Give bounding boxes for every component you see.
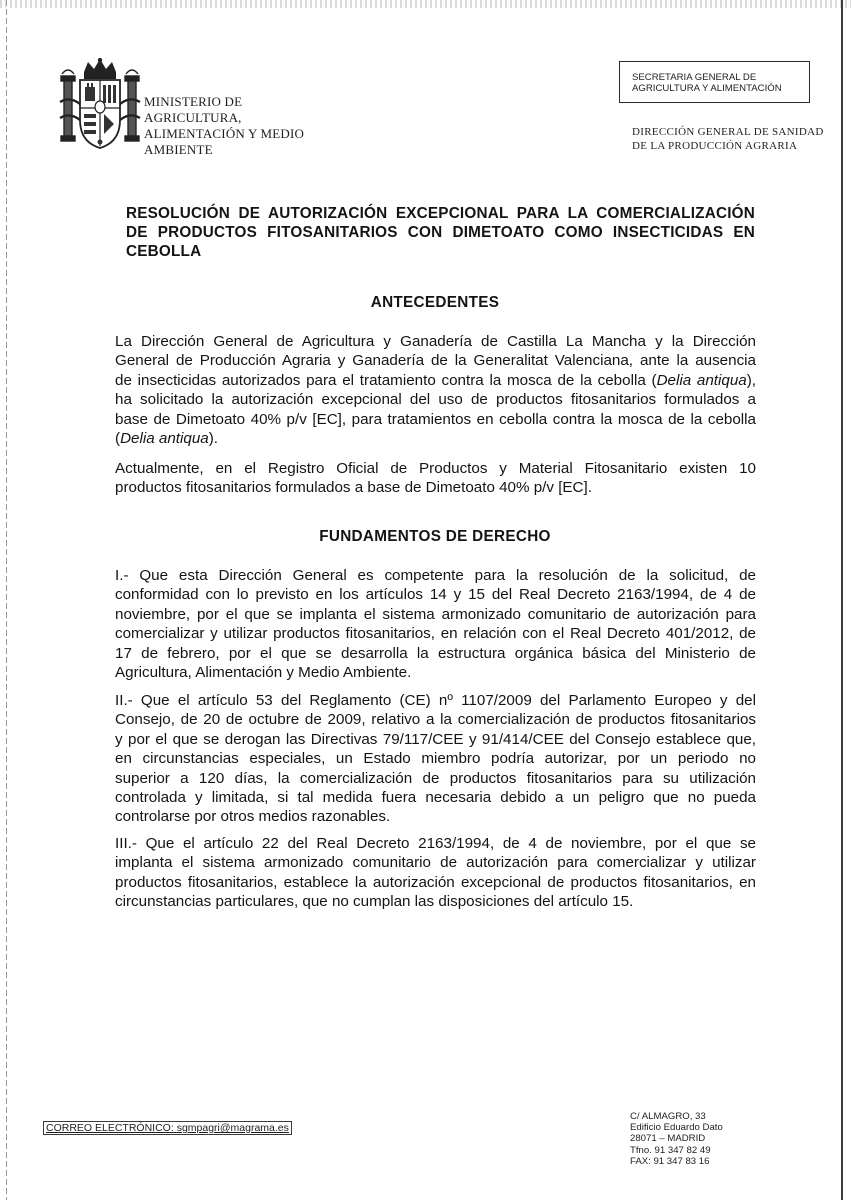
text-line: ha solicitado la autorización excepcional del uso de productos fitosanitarios formulados a bbox=[115, 391, 756, 409]
text-line: productos fitosanitarios formulados a base de Dimetoato 40% p/v [EC]. bbox=[115, 479, 592, 497]
secretaria-line: SECRETARIA GENERAL DE bbox=[632, 72, 757, 83]
fundamento-3-paragraph bbox=[115, 834, 756, 912]
text-line bbox=[115, 371, 756, 390]
document-title: RESOLUCIÓN DE AUTORIZACIÓN EXCEPCIONAL PARA LA COMERCIALIZACIÓN DE PRODUCTOS FITOSANITARIOS CON DIMETOATO COMO INSECTICIDAS EN CEBOLLA bbox=[126, 205, 755, 260]
fundamento-2-paragraph bbox=[115, 691, 756, 827]
species-name: Delia antiqua bbox=[656, 371, 747, 389]
address-line: 28071 – MADRID bbox=[630, 1133, 706, 1145]
scan-edge-left bbox=[6, 0, 7, 1200]
ministry-line: AMBIENTE bbox=[144, 142, 213, 157]
direccion-line: DIRECCIÓN GENERAL DE SANIDAD bbox=[632, 126, 824, 138]
ministry-name bbox=[144, 94, 304, 158]
text-line: superior a 120 días, la comercialización de productos fitosanitarios para su utilización bbox=[115, 769, 756, 787]
text-line: base de Dimetoato 40% p/v [EC], para tratamientos en cebolla contra la mosca de la cebolla bbox=[115, 410, 756, 428]
text-line: Agricultura, Alimentación y Medio Ambiente. bbox=[115, 664, 412, 682]
address-line: Edificio Eduardo Dato bbox=[630, 1122, 723, 1134]
text-line: en circunstancias especiales, un Estado miembro podría autorizar, por un periodo no bbox=[115, 750, 756, 768]
postal-address bbox=[630, 1111, 723, 1167]
text-segment: ( bbox=[115, 430, 121, 448]
email-address[interactable]: sgmpagri@magrama.es bbox=[176, 1122, 289, 1134]
text-line: General de Producción Agraria y Ganadería de la Generalitat Valenciana, ante la ausencia bbox=[115, 352, 756, 370]
text-line: III.- Que el artículo 22 del Real Decreto 2163/1994, de 4 de noviembre, por el que se bbox=[115, 835, 756, 852]
text-line: controlada y limitada, si tal medida fuera necesaria debido a un peligro que no pueda bbox=[115, 789, 756, 807]
text-line: La Dirección General de Agricultura y Ganadería de Castilla La Mancha y la Dirección bbox=[115, 333, 756, 350]
text-line: II.- Que el artículo 53 del Reglamento (CE) nº 1107/2009 del Parlamento Europeo y del bbox=[115, 692, 756, 709]
fundamentos-heading: FUNDAMENTOS DE DERECHO bbox=[319, 528, 551, 545]
text-line: implanta el sistema armonizado comunitario de autorización para comercializar y utilizar bbox=[115, 854, 756, 872]
ministry-line: MINISTERIO DE bbox=[144, 94, 243, 109]
scan-edge-right bbox=[841, 0, 843, 1200]
address-line: C/ ALMAGRO, 33 bbox=[630, 1111, 706, 1122]
text-line: I.- Que esta Dirección General es competente para la resolución de la solicitud, de bbox=[115, 567, 756, 584]
ministry-line: ALIMENTACIÓN Y MEDIO bbox=[144, 126, 305, 141]
text-line: Actualmente, en el Registro Oficial de Productos y Material Fitosanitario existen 10 bbox=[115, 460, 756, 477]
text-line: Consejo, de 20 de octubre de 2009, relativo a la comercialización de productos fitosanitarios bbox=[115, 711, 756, 729]
text-line bbox=[115, 429, 756, 448]
scan-edge-top bbox=[0, 0, 851, 8]
text-line: 17 de febrero, por el que se desarrolla la estructura orgánica básica del Ministerio de bbox=[115, 644, 756, 662]
text-segment: de insecticidas autorizados para el tratamiento contra la mosca de la cebolla ( bbox=[115, 371, 657, 389]
antecedentes-paragraph-2 bbox=[115, 459, 756, 498]
secretaria-general-box bbox=[619, 61, 810, 103]
address-line: FAX: 91 347 83 16 bbox=[630, 1155, 710, 1167]
text-line: circunstancias particulares, que no cumplan las disposiciones del artículo 15. bbox=[115, 893, 634, 911]
ministry-line: AGRICULTURA, bbox=[144, 110, 242, 125]
text-segment: ). bbox=[208, 430, 218, 448]
text-line: comercializar y utilizar productos fitosanitarios, en relación con el Real Decreto 401/2012, de bbox=[115, 625, 756, 643]
direccion-line: DE LA PRODUCCIÓN AGRARIA bbox=[632, 140, 798, 152]
text-line: controlarse por otros medios razonables. bbox=[115, 808, 391, 826]
coat-of-arms-logo bbox=[58, 58, 142, 154]
antecedentes-paragraph-1 bbox=[115, 332, 756, 448]
text-line: y por el que se derogan las Directivas 79/117/CEE y 91/414/CEE del Consejo establece que, bbox=[115, 730, 756, 748]
text-segment: ), bbox=[746, 371, 757, 389]
antecedentes-heading: ANTECEDENTES bbox=[370, 294, 500, 311]
direccion-general bbox=[632, 125, 824, 153]
address-line: Tfno. 91 347 82 49 bbox=[630, 1144, 711, 1156]
fundamento-1-paragraph bbox=[115, 566, 756, 682]
email-label: CORREO ELECTRÓNICO: bbox=[46, 1122, 174, 1134]
species-name: Delia antiqua bbox=[120, 430, 209, 448]
text-line: noviembre, por el que se implanta el sistema armonizado comunitario de autorización para bbox=[115, 605, 756, 623]
email-contact[interactable] bbox=[43, 1121, 292, 1135]
text-line: conformidad con lo previsto en los artículos 14 y 15 del Real Decreto 2163/1994, de 4 de bbox=[115, 586, 756, 604]
text-line: productos fitosanitarios, establece la autorización excepcional de productos fitosanitarios, en bbox=[115, 873, 756, 891]
secretaria-line: AGRICULTURA Y ALIMENTACIÓN bbox=[632, 83, 782, 94]
